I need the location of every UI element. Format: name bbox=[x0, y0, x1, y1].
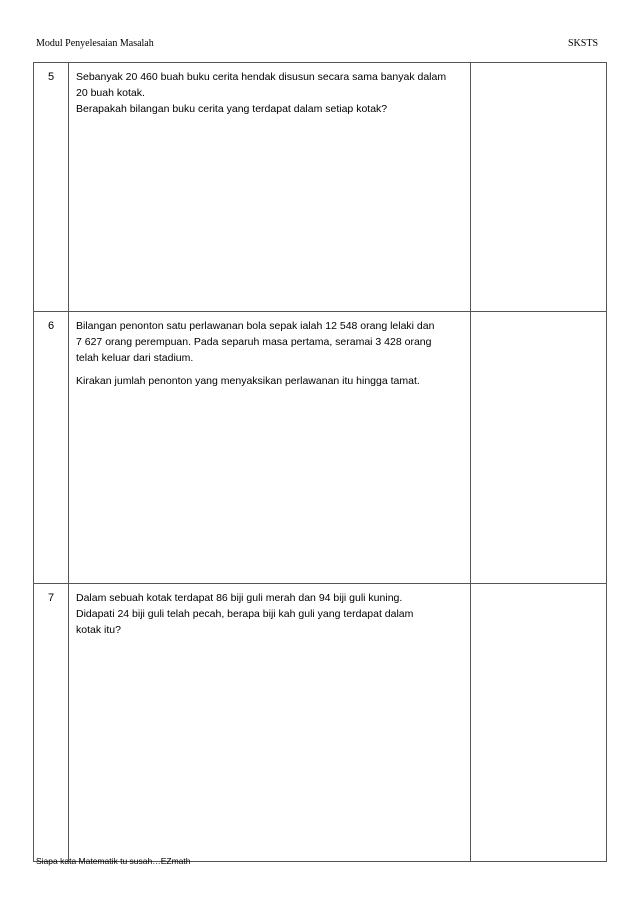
question-text bbox=[69, 312, 471, 584]
answer-box[interactable] bbox=[471, 312, 607, 584]
question-line: 20 buah kotak. bbox=[76, 87, 145, 99]
question-line: Sebanyak 20 460 buah buku cerita hendak disusun secara sama banyak dalam bbox=[76, 71, 447, 83]
question-line: Berapakah bilangan buku cerita yang terdapat dalam setiap kotak? bbox=[76, 103, 388, 115]
question-row-7 bbox=[34, 584, 607, 862]
question-text bbox=[69, 584, 471, 862]
question-row-5 bbox=[34, 63, 607, 312]
question-line: Dalam sebuah kotak terdapat 86 biji guli merah dan 94 biji guli kuning. bbox=[76, 592, 403, 604]
paragraph-gap bbox=[76, 366, 464, 373]
question-line: Didapati 24 biji guli telah pecah, berapa biji kah guli yang terdapat dalam bbox=[76, 608, 414, 620]
header-module-title: Modul Penyelesaian Masalah bbox=[36, 38, 154, 49]
answer-box[interactable] bbox=[471, 584, 607, 862]
question-line: telah keluar dari stadium. bbox=[76, 352, 194, 364]
question-line: 7 627 orang perempuan. Pada separuh masa pertama, seramai 3 428 orang bbox=[76, 336, 432, 348]
question-prompt: Kirakan jumlah penonton yang menyaksikan perlawanan itu hingga tamat. bbox=[76, 375, 420, 387]
footer-tagline: Siapa kata Matematik tu susah…EZmath bbox=[36, 856, 191, 866]
answer-box[interactable] bbox=[471, 63, 607, 312]
question-number: 7 bbox=[34, 584, 69, 862]
question-line: kotak itu? bbox=[76, 624, 121, 636]
questions-table bbox=[33, 62, 607, 862]
question-number: 6 bbox=[34, 312, 69, 584]
question-line: Bilangan penonton satu perlawanan bola sepak ialah 12 548 orang lelaki dan bbox=[76, 320, 435, 332]
question-row-6 bbox=[34, 312, 607, 584]
question-text bbox=[69, 63, 471, 312]
header-school-code: SKSTS bbox=[567, 38, 598, 49]
question-number: 5 bbox=[34, 63, 69, 312]
